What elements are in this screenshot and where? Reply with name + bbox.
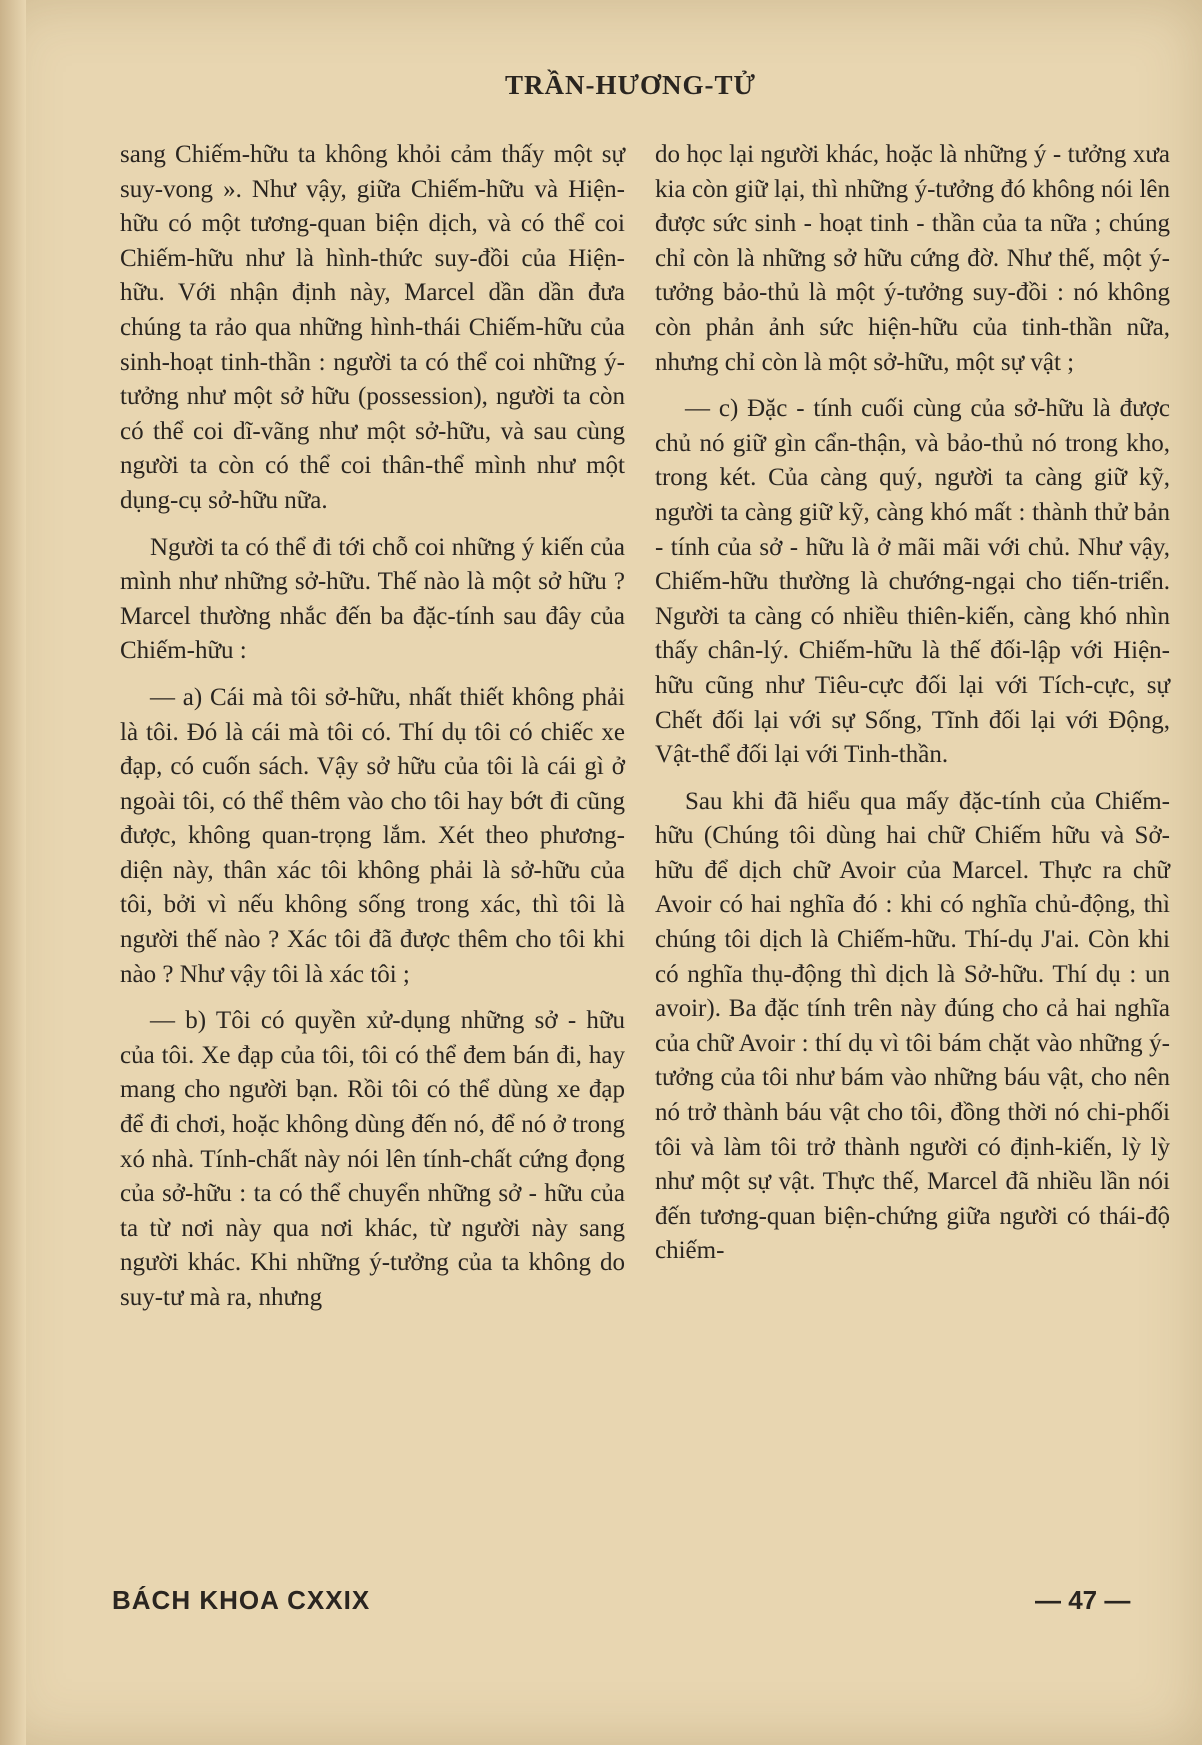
paragraph: — c) Đặc - tính cuối cùng của sở-hữu là được chủ nó giữ gìn cẩn-thận, và bảo-thủ nó trong kho, trong két. Của càng quý, người ta càng giữ kỹ, người ta càng giữ kỹ, càng khó mất : thành thử bản - tính của sở - hữu là ở mãi mãi với chủ. Như vậy, Chiếm-hữu thường là chướng-ngại cho tiến-triển. Người ta càng có nhiều thiên-kiến, càng khó nhìn thấy chân-lý. Chiếm-hữu là thế đối-lập với Hiện-hữu cũng như Tiêu-cực đối lại với Tích-cực, sự Chết đối lại với sự Sống, Tĩnh đối lại với Động, Vật-thể đối lại với Tinh-thần. (655, 395, 1170, 769)
left-column (120, 138, 625, 1328)
paragraph: do học lại người khác, hoặc là những ý - tưởng xưa kia còn giữ lại, thì những ý-tưởng đó không nói lên được sức sinh - hoạt tinh - thần của ta nữa ; chúng chỉ còn là những sở hữu cứng đờ. Như thế, một ý-tưởng bảo-thủ là một ý-tưởng suy-đồi : nó không còn phản ảnh sức hiện-hữu của tinh-thần nữa, nhưng chỉ còn là một sở-hữu, một sự vật ; (655, 141, 1170, 376)
paragraph: sang Chiếm-hữu ta không khỏi cảm thấy một sự suy-vong ». Như vậy, giữa Chiếm-hữu và Hiện-hữu có một tương-quan biện dịch, và có thể coi Chiếm-hữu như là hình-thức suy-đồi của Hiện-hữu. Với nhận định này, Marcel dần dần đưa chúng ta rảo qua những hình-thái Chiếm-hữu của sinh-hoạt tinh-thần : người ta có thể coi những ý-tưởng như một sở hữu (possession), người ta còn có thể coi dĩ-vãng như một sở-hữu, và sau cùng người ta còn có thể coi thân-thể mình như một dụng-cụ sở-hữu nữa. (120, 141, 625, 514)
paragraph: Người ta có thể đi tới chỗ coi những ý kiến của mình như những sở-hữu. Thế nào là một sở hữu ? Marcel thường nhắc đến ba đặc-tính sau đây của Chiếm-hữu : (120, 533, 625, 665)
running-header: TRẦN-HƯƠNG-TỬ (505, 70, 756, 100)
paragraph: — b) Tôi có quyền xử-dụng những sở - hữu của tôi. Xe đạp của tôi, tôi có thể đem bán đi, hay mang cho người bạn. Rồi tôi có thể dùng xe đạp để đi chơi, hoặc không dùng đến nó, để nó ở trong xó nhà. Tính-chất này nói lên tính-chất cứng đọng của sở-hữu : ta có thể chuyển những sở - hữu của ta từ nơi này qua nơi khác, từ người này sang người khác. Khi những ý-tưởng của ta không do suy-tư mà ra, nhưng (120, 1007, 625, 1311)
page-edge-shadow (0, 0, 26, 1745)
paragraph: Sau khi đã hiểu qua mấy đặc-tính của Chiếm-hữu (Chúng tôi dùng hai chữ Chiếm hữu và Sở-hữu để dịch chữ Avoir của Marcel. Thực ra chữ Avoir có hai nghĩa đó : khi có nghĩa chủ-động, thì chúng tôi dịch là Chiếm-hữu. Thí-dụ J'ai. Còn khi có nghĩa thụ-động thì dịch là Sở-hữu. Thí dụ : un avoir). Ba đặc tính trên này đúng cho cả hai nghĩa của chữ Avoir : thí dụ vì tôi bám chặt vào những ý-tưởng của tôi như bám vào những báu vật, cho nên nó trở thành báu vật cho tôi, đồng thời nó chi-phối tôi và làm tôi trở thành người có định-kiến, lỳ lỳ như một sự vật. Thực thế, Marcel đã nhiều lần nói đến tương-quan biện-chứng giữa người có thái-độ chiếm- (655, 787, 1170, 1265)
right-column (655, 138, 1170, 1281)
page-number: — 47 — (1035, 1585, 1131, 1615)
journal-footer: BÁCH KHOA CXXIX (112, 1585, 371, 1615)
paragraph: — a) Cái mà tôi sở-hữu, nhất thiết không phải là tôi. Đó là cái mà tôi có. Thí dụ tôi có chiếc xe đạp, có cuốn sách. Vậy sở hữu của tôi là cái gì ở ngoài tôi, có thể thêm vào cho tôi hay bớt đi cũng được, không quan-trọng lắm. Xét theo phương-diện này, thân xác tôi không phải là sở-hữu của tôi, bởi vì nếu không sống trong xác, thì tôi là người thế nào ? Xác tôi đã được thêm cho tôi khi nào ? Như vậy tôi là xác tôi ; (120, 683, 625, 988)
